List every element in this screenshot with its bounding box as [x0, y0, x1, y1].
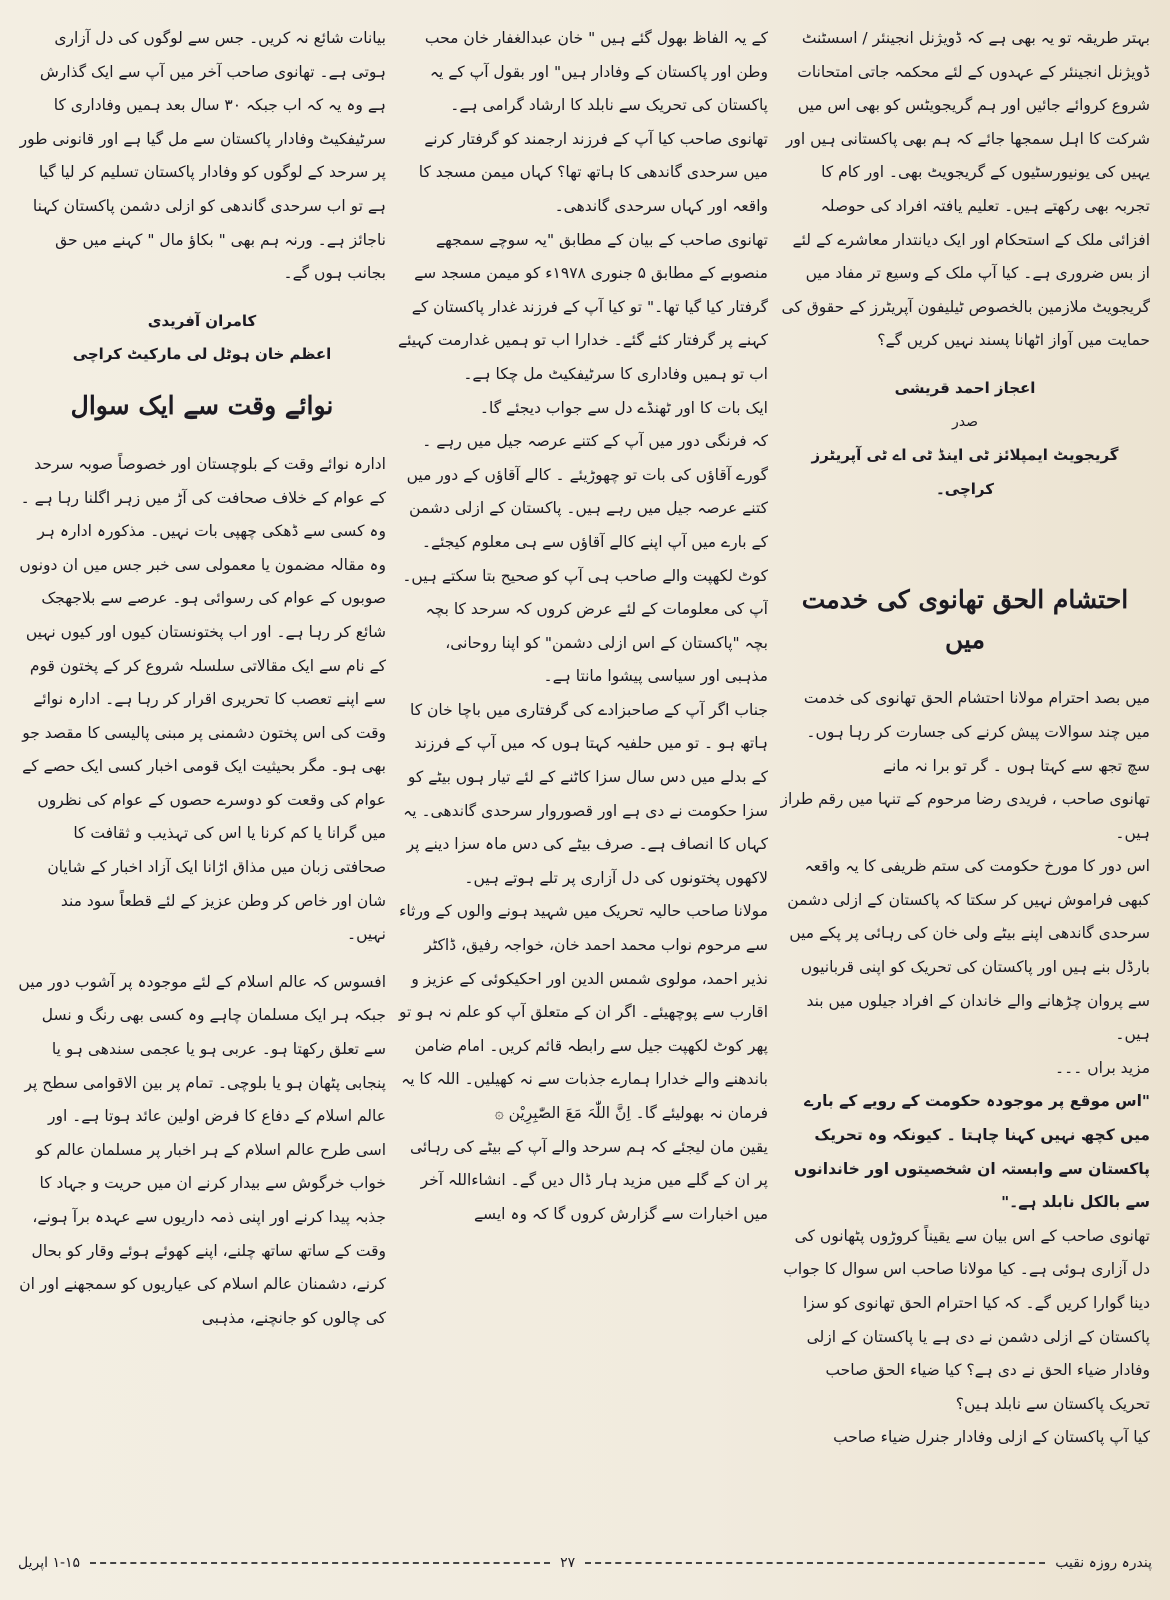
column-right	[780, 22, 1150, 1540]
footer-rule	[585, 1562, 1045, 1564]
article-heading-nawaiwaqt: نوائے وقت سے ایک سوال	[70, 390, 334, 420]
paragraph: تھانوی صاحب کے اس بیان سے یقیناً کروڑوں پٹھانوں کی دل آزاری ہوئی ہے۔ کیا مولانا صاحب اس سوال کا جواب دینا گوارا کریں گے۔ کہ کیا احترام الحق تھانوی کو سزا پاکستان کے ازلی دشمن نے دی ہے یا پاکستان کے ازلی وفادار ضیاء الحق نے دی ہے؟ کیا ضیاء الحق صاحب تحریک پاکستان سے نابلد ہیں؟	[783, 1226, 1150, 1413]
paragraph: ایک بات کا اور ٹھنڈے دل سے جواب دیجئے گا۔	[479, 398, 768, 417]
paragraph: ادارہ نوائے وقت کے بلوچستان اور خصوصاً صوبہ سرحد کے عوام کے خلاف صحافت کی آڑ میں زہر اگلنا رہا ہے ۔ وہ کسی سے ڈھکی چھپی بات نہیں۔ مذکورہ ادارہ ہر وہ مقالہ مضمون یا معمولی سی خبر جس میں ان دونوں صوبوں کے عوام کی رسوائی ہو۔ عرصے سے بلاجھجک شائع کر رہا ہے۔ اور اب پختونستان کیوں اور کیوں نہیں کے نام سے ایک مقالاتی سلسلہ شروع کر کے پختون قوم سے اپنے تعصب کا تحریری اقرار کر رہا ہے۔ ادارہ نوائے وقت کی اس پختون دشمنی پر مبنی پالیسی کا مقصد جو بھی ہو۔ مگر بحیثیت ایک قومی اخبار کسی ایک حصے کے عوام کی وقعت کو دوسرے حصوں کے عوام کی نظروں میں گرانا یا کم کرنا یا اس کی تہذیب و ثقافت کا صحافتی زبان میں مذاق اڑانا ایک آزاد اخبار کے شایان شان اور خاص کر وطن عزیز کے لئے قطعاً سود مند نہیں۔	[19, 454, 386, 944]
paragraph: یقین مان لیجئے کہ ہم سرحد والے آپ کے بیٹے کی رہائی پر ان کے گلے میں مزید ہار ڈال دیں گے۔ انشاءاللہ آخر میں اخبارات سے گزارش کروں گا کہ وہ ایسے	[409, 1137, 768, 1223]
paragraph: تھانوی صاحب ، فریدی رضا مرحوم کے تنہا میں رقم طراز ہیں۔	[780, 790, 1150, 842]
paragraph: بیانات شائع نہ کریں۔ جس سے لوگوں کی دل آزاری ہوتی ہے۔ تھانوی صاحب آخر میں آپ سے ایک گذارش ہے وہ یہ کہ اب جبکہ ۳۰ سال بعد ہمیں وفاداری کا سرٹیفکیٹ وفادار پاکستان سے مل گیا ہے اور قانونی طور پر سرحد کے لوگوں کو وفادار پاکستان تسلیم کر لیا گیا ہے تو اب سرحدی گاندھی کو ازلی دشمن پاکستان کہنا ناجائز ہے۔ ورنہ ہم بھی " بکاؤ مال " کہنے میں حق بجانب ہوں گے۔	[19, 29, 386, 283]
paragraph: کہ فرنگی دور میں آپ کے کتنے عرصہ جیل میں رہے ۔ گورے آقاؤں کی بات تو چھوڑیئے ۔ کالے آقاؤں کے دور میں کتنے عرصہ جیل میں رہے ہیں۔ پاکستان کے ازلی دشمن کے بارے میں آپ اپنے کالے آقاؤں سے ہی معلوم کیجئے۔ کوٹ لکھپت والے صاحب ہی آپ کو صحیح بتا سکتے ہیں۔ آپ کی معلومات کے لئے عرض کروں کہ سرحد کا بچہ بچہ "پاکستان کے اس ازلی دشمن" کو اپنا روحانی، مذہبی اور سیاسی پیشوا مانتا ہے۔	[402, 432, 768, 686]
signature-name: کامران آفریدی	[147, 311, 257, 330]
paragraph: جناب اگر آپ کے صاحبزادے کی گرفتاری میں باچا خان کا ہاتھ ہو ۔ تو میں حلفیہ کہتا ہوں کہ میں آپ کے فرزند کے بدلے میں دس سال سزا کاٹنے کے لئے تیار ہوں بیٹے کو سزا حکومت نے دی ہے اور قصوروار سرحدی گاندھی۔ یہ کہاں کا انصاف ہے۔ صرف بیٹے کی دس ماہ سزا دینے پر لاکھوں پختونوں کی دل آزاری پر تلے ہوتے ہیں۔	[403, 700, 768, 887]
paragraph: افسوس کہ عالم اسلام کے لئے موجودہ پر آشوب دور میں جبکہ ہر ایک مسلمان چاہے وہ کسی بھی رنگ و نسل سے تعلق رکھتا ہو۔ عربی ہو یا عجمی سندھی ہو یا پنجابی پٹھان ہو یا بلوچی۔ تمام پر بین الاقوامی سطح پر عالم اسلام کے دفاع کا فرض اولین عائد ہوتا ہے۔ اور اسی طرح عالم اسلام کے ہر اخبار پر مسلمان عالم کو خواب خرگوش سے بیدار کرنے ان میں حریت و جہاد کا جذبہ پیدا کرنے اور اپنی ذمہ داریوں سے عہدہ برآ ہونے، وقت کے ساتھ ساتھ چلنے، اپنے کھوئے ہوئے وقار کو بحال کرنے، دشمنان عالم اسلام کی عیاریوں کو سمجھنے اور ان کی چالوں کو جانچنے، مذہبی	[18, 972, 386, 1327]
paragraph: مزید براں ۔۔۔	[1055, 1058, 1150, 1077]
paragraph-quote: "اس موقع پر موجودہ حکومت کے رویے کے بارے میں کچھ نہیں کہنا چاہتا ۔ کیونکہ وہ تحریک پاکستان سے وابستہ ان شخصیتوں اور خاندانوں سے بالکل نابلد ہے۔"	[793, 1092, 1150, 1212]
paragraph: میں بصد احترام مولانا احتشام الحق تھانوی کی خدمت میں چند سوالات پیش کرنے کی جسارت کر رہا ہوں۔	[803, 689, 1150, 741]
page-number: ۲۷	[560, 1555, 576, 1571]
signature-name: اعجاز احمد قریشی	[894, 378, 1036, 397]
letter-continuation: بہتر طریقہ تو یہ بھی ہے کہ ڈویژنل انجینئر / اسسٹنٹ ڈویژنل انجینئر کے عہدوں کے لئے محکمہ جاتی امتحانات شروع کروائے جائیں اور ہم گریجویٹس کو بھی اس میں شرکت کا اہل سمجھا جائے کہ ہم بھی پاکستانی ہیں اور یہیں کی یونیورسٹیوں کے گریجویٹ بھی۔ اور کام کا تجربہ بھی رکھتے ہیں۔ تعلیم یافتہ افراد کی حوصلہ افزائی ملک کے استحکام اور ایک دیانتدار معاشرے کے لئے از بس ضروری ہے۔ کیا آپ ملک کے وسیع تر مفاد میں گریجویٹ ملازمین بالخصوص ٹیلیفون آپریٹرز کے حقوق کی حمایت میں آواز اٹھانا پسند نہیں کریں گے؟	[781, 29, 1150, 350]
paragraph: کیا آپ پاکستان کے ازلی وفادار جنرل ضیاء صاحب	[833, 1428, 1150, 1447]
signature-title: صدر	[952, 413, 978, 430]
article-heading-thanvi: احتشام الحق تھانوی کی خدمت میں	[801, 585, 1129, 655]
paragraph: مولانا صاحب حالیہ تحریک میں شہید ہونے والوں کے ورثاء سے مرحوم نواب محمد احمد خان، خواجہ رفیق، ڈاکٹر نذیر احمد، مولوی شمس الدین اور احکیکوئی کے عزیز و اقارب سے پوچھیئے۔ اگر ان کے متعلق آپ کو علم نہ ہو تو پھر کوٹ لکھپت جیل سے رابطہ قائم کریں۔ امام ضامن باندھنے والے خدارا ہمارے جذبات سے نہ کھیلیں۔ اللہ کا یہ فرمان نہ بھولیئے گا۔ اِنَّ اللّٰہَ مَعَ الصّٰبِرِیْن ۞	[399, 902, 768, 1122]
paragraph: تھانوی صاحب کے بیان کے مطابق "یہ سوچے سمجھے منصوبے کے مطابق ۵ جنوری ۱۹۷۸ء کو میمن مسجد سے گرفتار کیا گیا تھا۔" تو کیا آپ کے فرزند غدار پاکستان کے کہنے پر گرفتار کئے گئے۔ خدارا اب تو ہمیں غدارمت کہیئے اب تو ہمیں وفاداری کا سرٹیفکیٹ مل چکا ہے۔	[398, 230, 768, 383]
signature-org: گریجویٹ ایمپلائز ٹی اینڈ ٹی اے ٹی آپریٹرز کراچی۔	[811, 446, 1119, 498]
issue-date: ۱-۱۵ اپریل	[17, 1555, 81, 1571]
signature-address: اعظم خان ہوٹل لی مارکیٹ کراچی	[72, 345, 332, 364]
column-left	[18, 22, 386, 1540]
column-middle	[398, 22, 768, 1540]
paragraph: کے یہ الفاظ بھول گئے ہیں " خان عبدالغفار خان محب وطن اور پاکستان کے وفادار ہیں" اور بقول آپ کے یہ پاکستان کی تحریک سے نابلد کا ارشاد گرامی ہے۔	[424, 29, 768, 115]
paragraph: اس دور کا مورخ حکومت کی ستم ظریفی کا یہ واقعہ کبھی فراموش نہیں کر سکتا کہ پاکستان کے ازلی دشمن سرحدی گاندھی اپنے بیٹے ولی خان کی رہائی پر پکے میں بارڈل بنے ہیں اور پاکستان کی تحریک کو اپنی قربانیوں سے پروان چڑھانے والے خاندان کے افراد جیلوں میں بند ہیں۔	[787, 857, 1150, 1044]
page-footer	[18, 1548, 1152, 1578]
paragraph: سچ تجھ سے کہتا ہوں ۔ گر تو برا نہ مانے	[882, 756, 1150, 775]
footer-rule	[90, 1562, 550, 1564]
magazine-name: پندرہ روزہ نقیب	[1055, 1555, 1152, 1571]
paragraph: تھانوی صاحب کیا آپ کے فرزند ارجمند کو گرفتار کرنے میں سرحدی گاندھی کا ہاتھ تھا؟ کہاں میمن مسجد کا واقعہ اور کہاں سرحدی گاندھی۔	[418, 129, 768, 215]
